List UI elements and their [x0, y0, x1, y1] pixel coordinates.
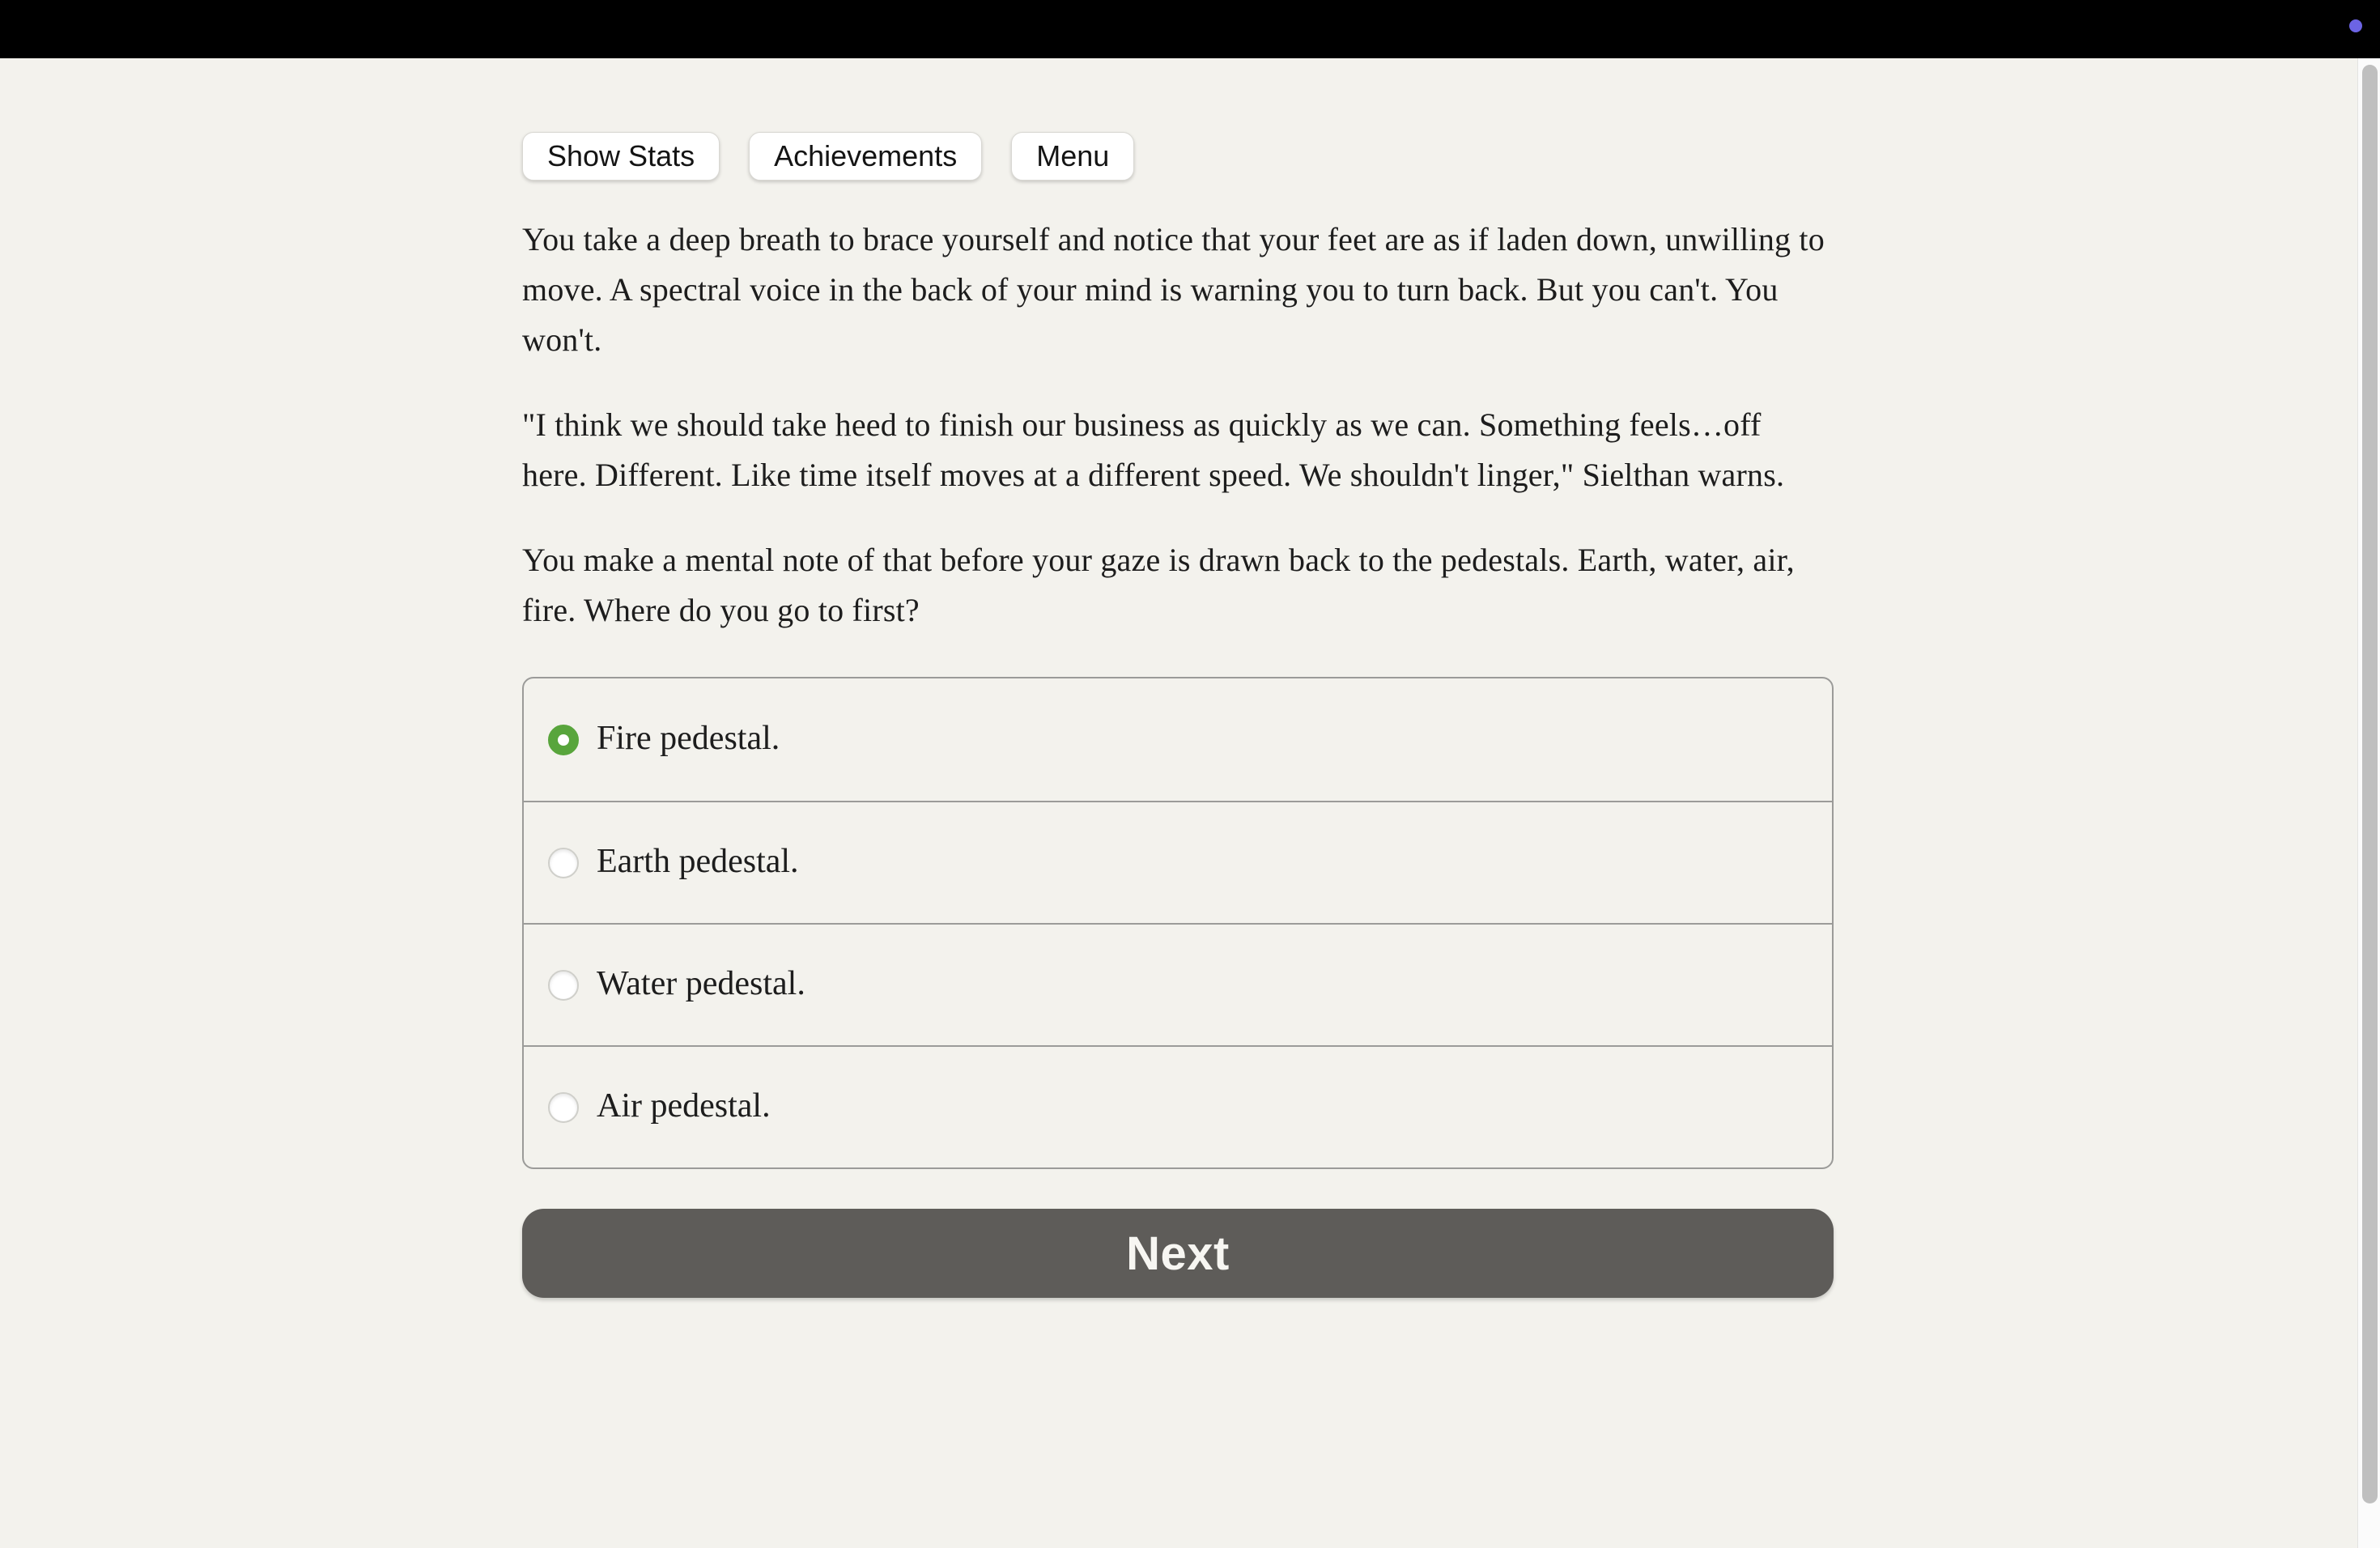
choice-label: Water pedestal. [597, 964, 805, 1002]
scrollbar-thumb[interactable] [2362, 65, 2378, 1503]
radio-icon[interactable] [548, 970, 579, 1001]
radio-icon[interactable] [548, 848, 579, 878]
choice-option-water[interactable] [524, 923, 1832, 1045]
choice-list [522, 677, 1834, 1169]
menu-button[interactable]: Menu [1011, 132, 1134, 181]
toolbar [522, 132, 1834, 181]
story-paragraph: "I think we should take heed to finish our business as quickly as we can. Something feels…off here. Different. Like time itself moves at a different speed. We shouldn't linger," Sielthan warns. [522, 406, 1785, 493]
story-text [522, 215, 1834, 636]
show-stats-button[interactable]: Show Stats [522, 132, 720, 181]
choice-label: Earth pedestal. [597, 842, 799, 880]
story-paragraph: You make a mental note of that before your gaze is drawn back to the pedestals. Earth, water, air, fire. Where do you go to first? [522, 542, 1795, 628]
top-bar [0, 0, 2380, 58]
story-paragraph: You take a deep breath to brace yourself and notice that your feet are as if laden down, unwilling to move. A spectral voice in the back of your mind is warning you to turn back. But you can't. You won't. [522, 221, 1825, 358]
next-button[interactable]: Next [522, 1209, 1834, 1298]
scrollbar[interactable] [2357, 58, 2380, 1548]
choice-option-air[interactable] [524, 1045, 1832, 1167]
choice-option-earth[interactable] [524, 801, 1832, 923]
radio-icon[interactable] [548, 1092, 579, 1123]
status-dot-icon [2349, 19, 2362, 32]
radio-icon[interactable] [548, 725, 579, 755]
content-column [522, 58, 1834, 1298]
choice-option-fire[interactable] [524, 678, 1832, 801]
choice-label: Air pedestal. [597, 1087, 771, 1125]
achievements-button[interactable]: Achievements [749, 132, 982, 181]
choice-label: Fire pedestal. [597, 719, 780, 757]
